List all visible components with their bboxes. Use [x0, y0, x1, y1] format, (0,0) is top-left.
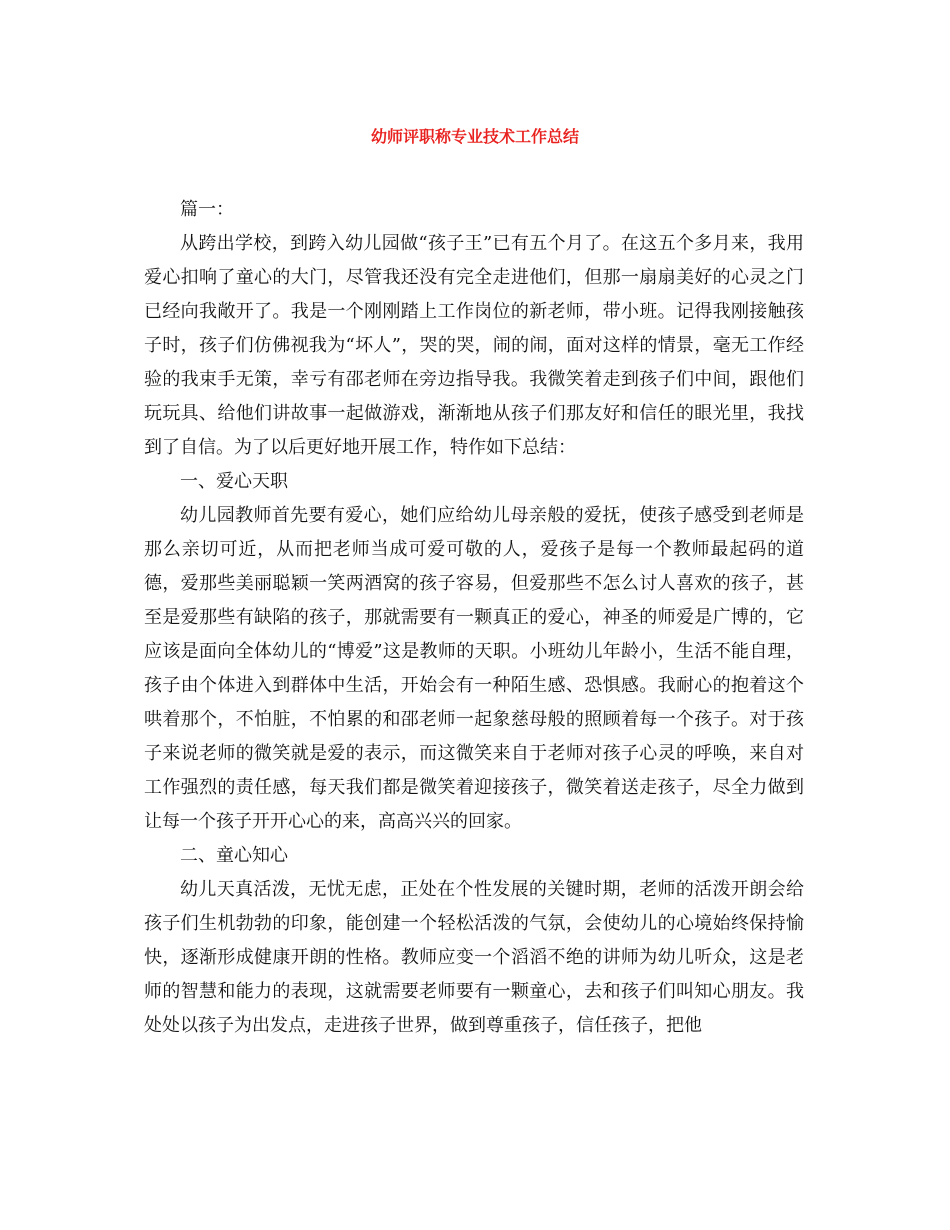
- document-title: 幼师评职称专业技术工作总结: [370, 127, 579, 146]
- paragraph-love: 幼儿园教师首先要有爱心，她们应给幼儿母亲般的爱抚，使孩子感受到老师是那么亲切可近，从而把老师当成可爱可敬的人，爱孩子是每一个教师最起码的道德，爱那些美丽聪颖一笑两酒窝的孩子容易，但爱那些不怎么讨人喜欢的孩子，甚至是爱那些有缺陷的孩子，那就需要有一颗真正的爱心，神圣的师爱是广博的，它应该是面向全体幼儿的“博爱”这是教师的天职。小班幼儿年龄小，生活不能自理，孩子由个体进入到群体中生活，开始会有一种陌生感、恐惧感。我耐心的抱着这个哄着那个，不怕脏，不怕累的和邵老师一起象慈母般的照顾着每一个孩子。对于孩子来说老师的微笑就是爱的表示，而这微笑来自于老师对孩子心灵的呼唤，来自对工作强烈的责任感，每天我们都是微笑着迎接孩子，微笑着送走孩子，尽全力做到让每一个孩子开开心心的来，高高兴兴的回家。: [144, 505, 804, 832]
- heading-love: 一、爱心天职: [180, 471, 288, 492]
- paragraph-section-label: 篇一：: [180, 199, 234, 220]
- paragraph-intro: 从跨出学校，到跨入幼儿园做“孩子王”已有五个月了。在这五个多月来，我用爱心扣响了童心的大门，尽管我还没有完全走进他们，但那一扇扇美好的心灵之门已经向我敞开了。我是一个刚刚踏上工作岗位的新老师，带小班。记得我刚接触孩子时，孩子们仿佛视我为“坏人”，哭的哭，闹的闹，面对这样的情景，毫无工作经验的我束手无策，幸亏有邵老师在旁边指导我。我微笑着走到孩子们中间，跟他们玩玩具、给他们讲故事一起做游戏，渐渐地从孩子们那友好和信任的眼光里，我找到了自信。为了以后更好地开展工作，特作如下总结：: [144, 233, 804, 458]
- paragraph-childlike-heart: 幼儿天真活泼，无忧无虑，正处在个性发展的关键时期，老师的活泼开朗会给孩子们生机勃勃的印象，能创建一个轻松活泼的气氛，会使幼儿的心境始终保持愉快，逐渐形成健康开朗的性格。教师应变一个滔滔不绝的讲师为幼儿听众，这是老师的智慧和能力的表现，这就需要老师要有一颗童心，去和孩子们叫知心朋友。我处处以孩子为出发点，走进孩子世界，做到尊重孩子，信任孩子，把他: [144, 879, 804, 1036]
- heading-childlike-heart: 二、童心知心: [180, 845, 288, 866]
- document-body: [144, 193, 804, 1043]
